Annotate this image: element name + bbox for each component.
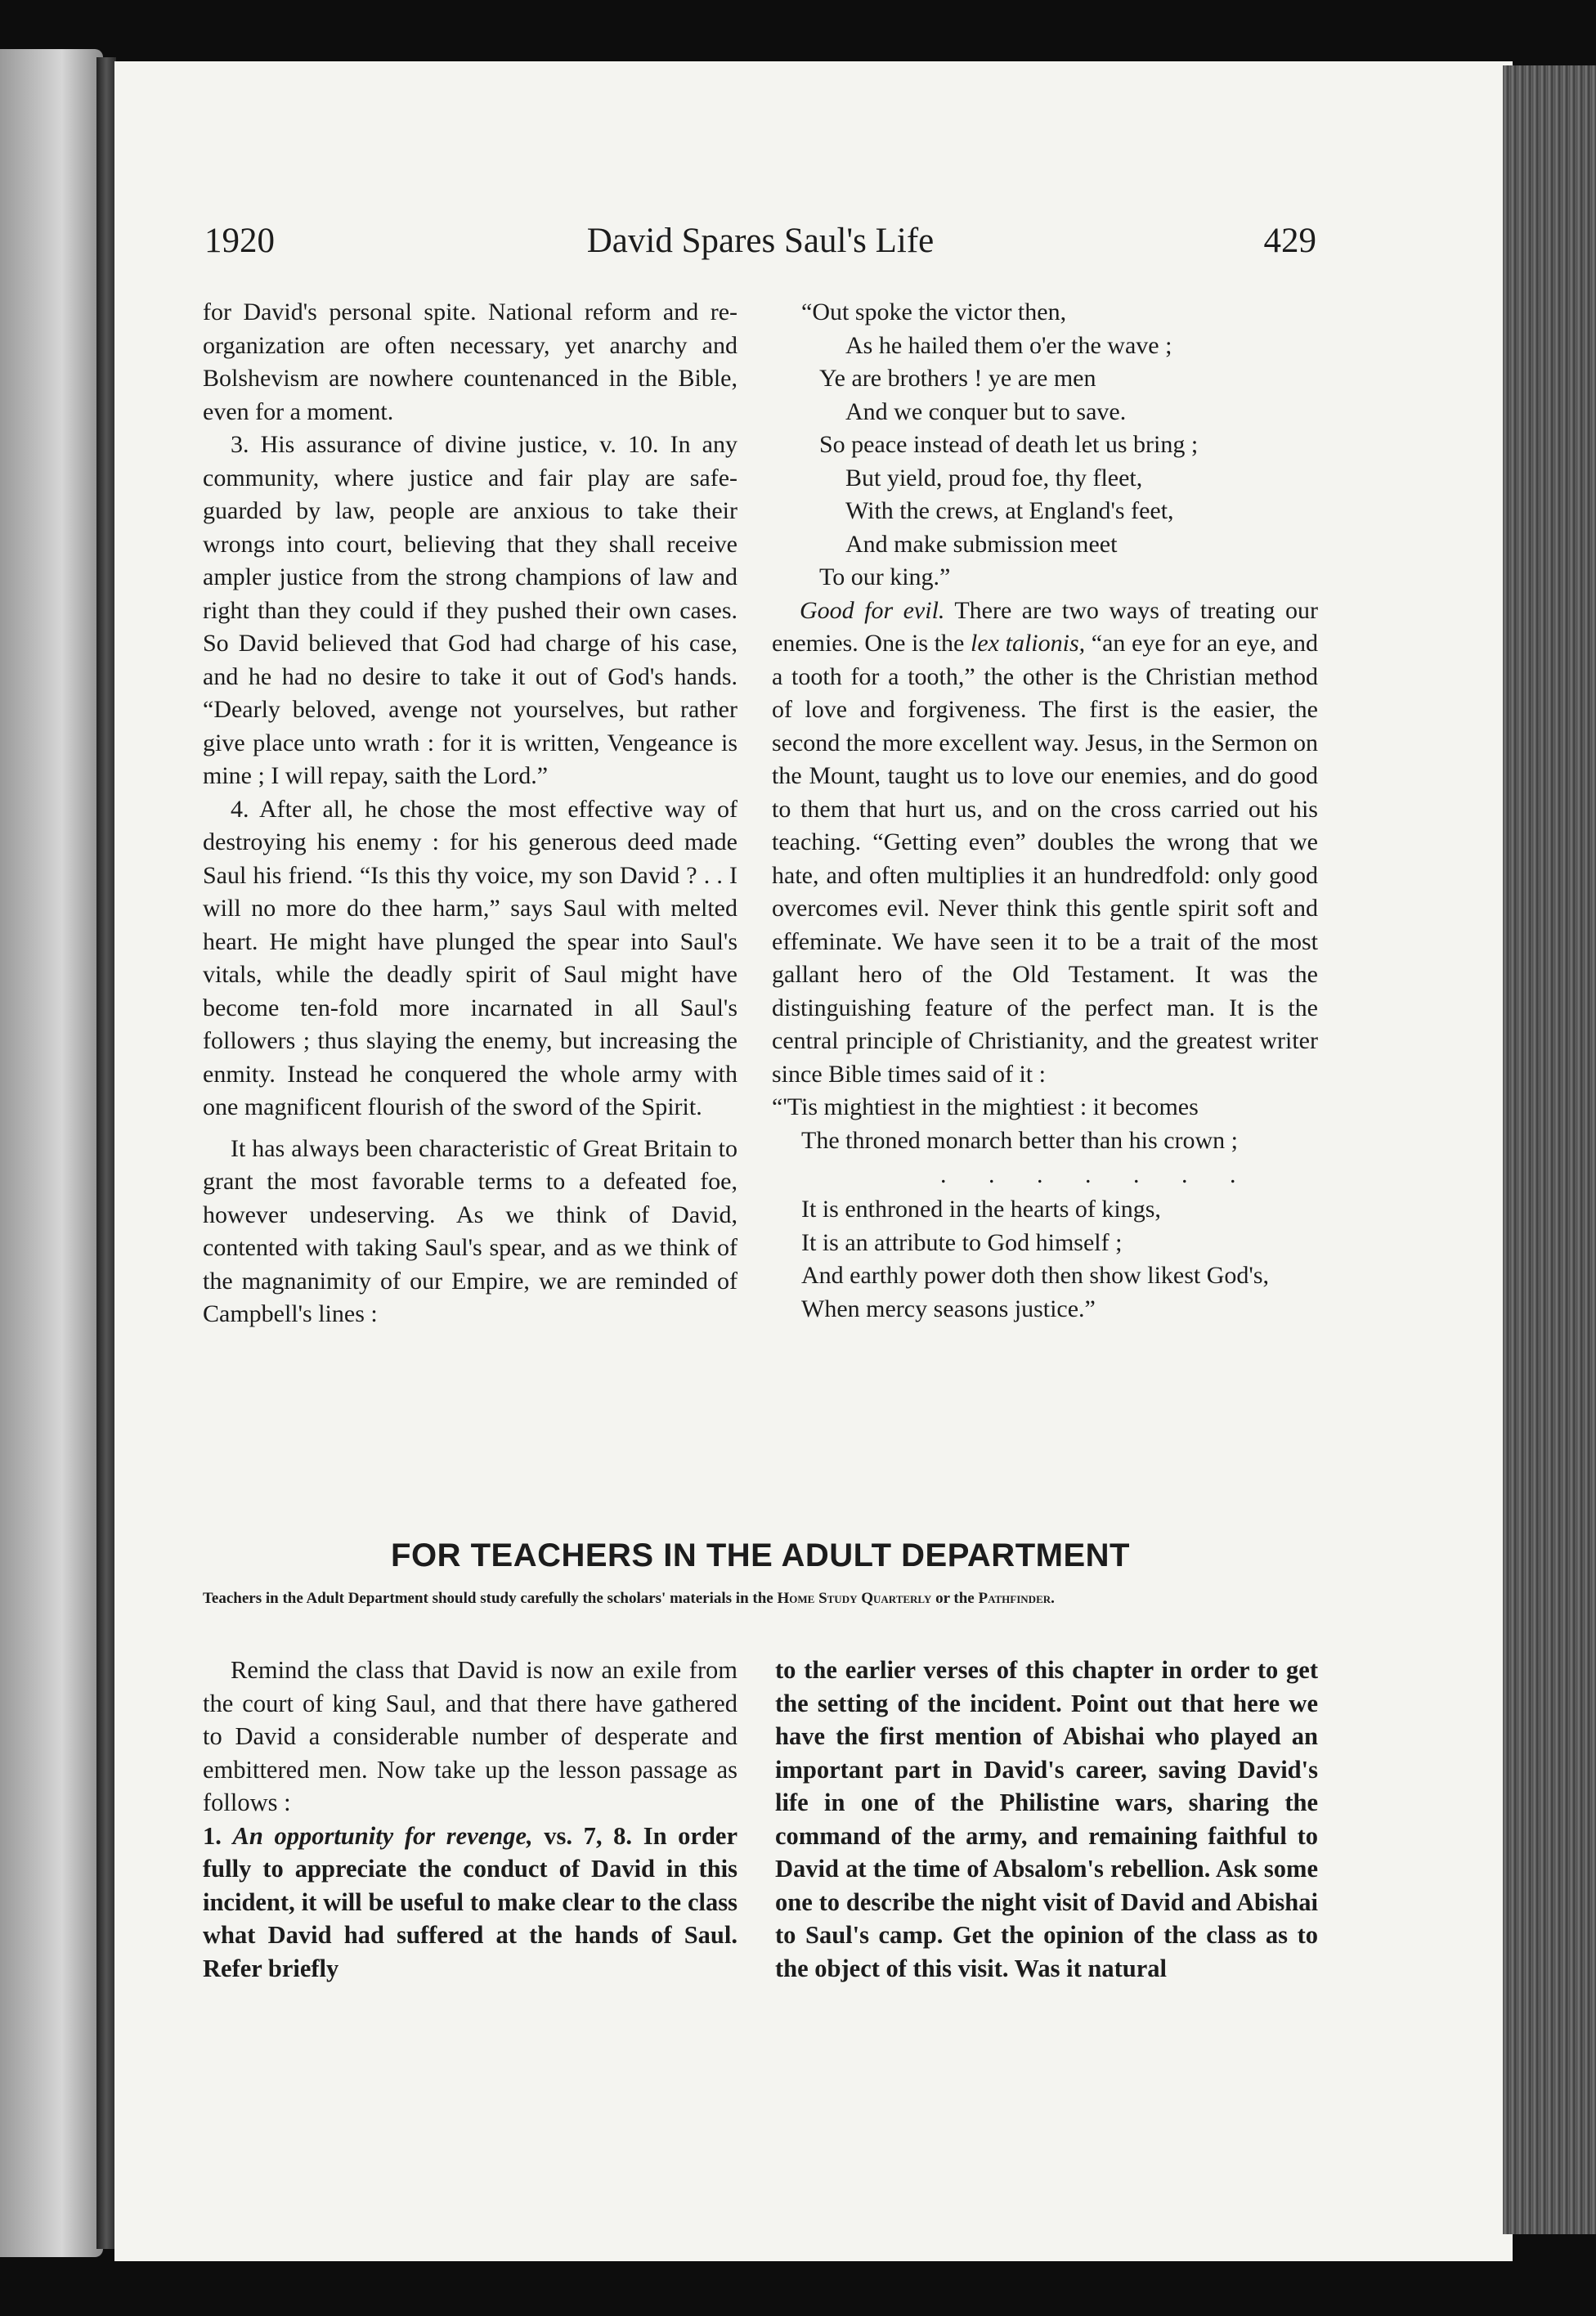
item-title: An opportunity for revenge, <box>232 1821 533 1850</box>
running-head-title: David Spares Saul's Life <box>586 222 935 260</box>
quote-line: The throned monarch better than his crown ; <box>801 1126 1238 1154</box>
lower-left-column <box>203 1654 737 1985</box>
right-column <box>772 296 1318 1326</box>
page-number: 429 <box>1263 222 1316 260</box>
poem-line: So peace instead of death let us bring ; <box>819 431 1199 458</box>
item-text: vs. 7, 8. In order fully to appreciate the conduct of David in this incident, it will be useful to make clear to the class what David had suffered at the hands of Saul. Refer briefly <box>203 1821 737 1982</box>
left-column <box>203 296 737 1331</box>
paragraph: to the earlier verses of this chapter in order to get the setting of the incident. Point out that here we have the first mention of Abishai who played an important part in David's career, saving David's life in one of the Philistine wars, sharing the command of the army, and remaining faithful to David at the time of Absalom's rebellion. Ask some one to describe the night visit of David and Abishai to Saul's camp. Get the opinion of the class as to the object of this visit. Was it natural <box>775 1656 1318 1982</box>
poem-line: To our king.” <box>819 563 951 590</box>
paragraph-opportunity <box>203 1820 737 1986</box>
good-for-evil-text: There are two ways of treating our enemies. One is the <box>772 596 1318 657</box>
book-gutter <box>96 57 116 2249</box>
good-for-evil-title: Good for evil. <box>800 596 945 624</box>
quote-line: When mercy seasons justice.” <box>801 1295 1096 1322</box>
paragraph: for David's personal spite. National reform and re-organization are often necessary, yet anarchy and Bolshevism are nowhere countenanced in the Bible, even for a moment. <box>203 298 737 425</box>
lower-right-column <box>775 1654 1318 1985</box>
note-publication-2: Pathfinder <box>978 1590 1051 1607</box>
paragraph-good-for-evil <box>772 595 1318 1092</box>
note-end: . <box>1051 1590 1055 1607</box>
quote-line: “'Tis mightiest in the mightiest : it becomes <box>772 1093 1199 1120</box>
page-stack-edge <box>1503 65 1596 2234</box>
running-head-year: 1920 <box>204 222 275 260</box>
mercy-quotation <box>772 1091 1318 1326</box>
quote-line: And earthly power doth then show likest God's, <box>801 1262 1269 1289</box>
section-heading: FOR TEACHERS IN THE ADULT DEPARTMENT <box>391 1537 1130 1573</box>
section-note <box>203 1590 1318 1608</box>
good-for-evil-text-2: “an eye for an eye, and a tooth for a tooth,” the other is the Christian method of love and forgiveness. The first is the easier, the second the more excellent way. Jesus, in the Sermon on the Mount, taught us to love our enemies, and do good to them that hurt us, and on the cross carried out his teaching. “Getting even” doubles the wrong that we hate, and often multiplies it an hundredfold: only good overcomes evil. Never think this gentle spirit soft and effeminate. We have seen it to be a trait of the most gallant hero of the Old Testament. It was the distinguishing feature of the perfect man. It is the central principle of Christianity, and the greatest writer since Bible times said of it : <box>772 630 1319 1088</box>
paragraph: Remind the class that David is now an exile from the court of king Saul, and that there have gathered to David a considerable number of desperate and embittered men. Now take up the lesson passage as follows : <box>203 1656 737 1816</box>
poem-line: Ye are brothers ! ye are men <box>819 365 1096 392</box>
note-text-or: or the <box>935 1590 975 1607</box>
quote-line: It is an attribute to God himself ; <box>801 1228 1123 1256</box>
ellipsis-dots: . . . . . . . <box>940 1161 1254 1188</box>
campbell-poem <box>772 296 1318 595</box>
note-publication: Home Study Quarterly <box>777 1590 932 1607</box>
poem-line: And we conquer but to save. <box>845 397 1127 425</box>
note-text: Teachers in the Adult Department should study carefully the scholars' materials in the <box>203 1590 773 1607</box>
poem-line: And make submission meet <box>845 530 1118 558</box>
lex-talionis: lex talionis, <box>971 630 1086 657</box>
poem-line: But yield, proud foe, thy fleet, <box>845 464 1143 491</box>
poem-line: “Out spoke the victor then, <box>801 298 1067 325</box>
item-number: 1. <box>203 1821 222 1850</box>
poem-line: With the crews, at England's feet, <box>845 497 1174 524</box>
facing-page-edge <box>0 49 103 2257</box>
paragraph: 4. After all, he chose the most effective way of destroying his enemy : for his generous deed made Saul his friend. “Is this thy voice, my son David ? . . I will no more do thee harm,” says Saul with melted heart. He might have plunged the spear into Saul's vitals, while the deadly spirit of Saul might have become ten-fold more incarnated in all Saul's followers ; thus slaying the enemy, but increasing the enmity. Instead he conquered the whole army with one magnificent flourish of the sword of the Spirit. <box>203 795 737 1120</box>
paragraph: It has always been characteristic of Great Britain to grant the most favorable terms to a defeated foe, however undeserving. As we think of David, contented with taking Saul's spear, and as we think of the magnanimity of our Empire, we are reminded of Campbell's lines : <box>203 1134 737 1327</box>
paragraph: 3. His assurance of divine justice, v. 10. In any community, where justice and fair play are safe-guarded by law, people are anxious to take their wrongs into court, believing that they shall receive ampler justice from the strong champions of law and right than they could if they pushed their own cases. So David believed that God had charge of his case, and he had no desire to take it out of God's hands. “Dearly beloved, avenge not yourselves, but rather give place unto wrath : for it is written, Vengeance is mine ; I will repay, saith the Lord.” <box>203 431 737 789</box>
running-head <box>204 221 1316 270</box>
quote-line: It is enthroned in the hearts of kings, <box>801 1196 1161 1223</box>
poem-line: As he hailed them o'er the wave ; <box>845 331 1172 359</box>
